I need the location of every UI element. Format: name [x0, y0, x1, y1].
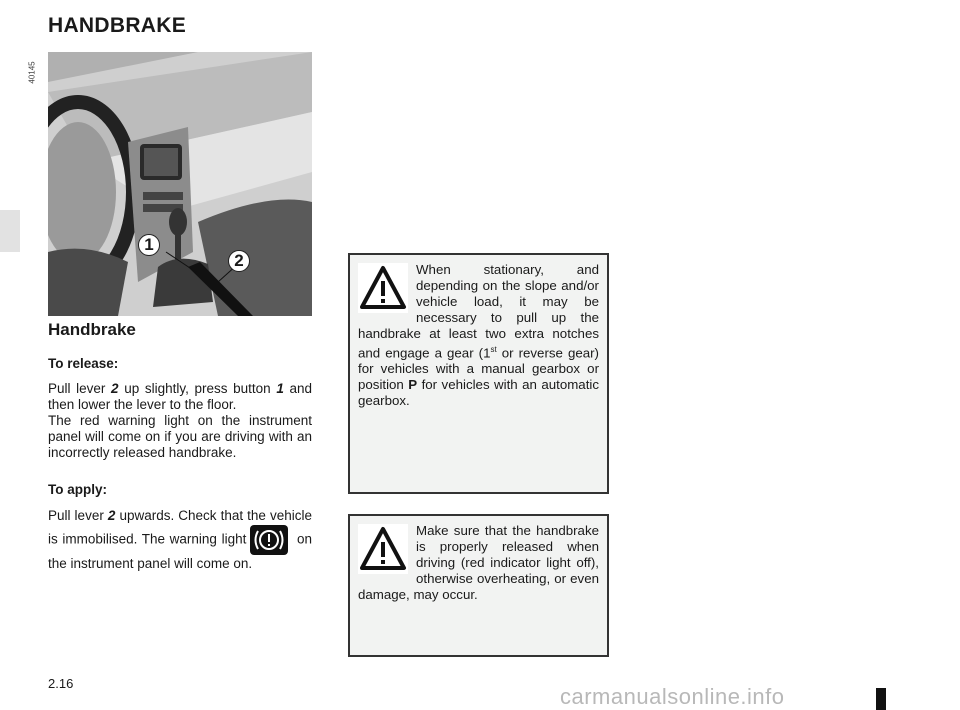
corner-mark — [876, 688, 886, 710]
page-number: 2.16 — [48, 676, 74, 691]
warning-triangle-icon — [358, 263, 408, 313]
callout-2: 2 — [228, 250, 250, 272]
apply-text: Pull lever 2 upwards. Check that the vehicle is immobilised. The warning light on the instrument panel will come on. — [48, 508, 312, 571]
callout-1: 1 — [138, 234, 160, 256]
handbrake-warning-light-icon — [250, 525, 288, 555]
warning-box-release: Make sure that the handbrake is properly released when driving (red indicator light off), otherwise overheating, or even damage, may occur. — [348, 514, 609, 657]
section-tab — [0, 210, 20, 252]
watermark: carmanualsonline.info — [560, 684, 785, 709]
section-heading: Handbrake — [48, 320, 136, 339]
apply-section — [48, 482, 312, 573]
warning-triangle-icon — [358, 524, 408, 574]
figure-id-label: 40145 — [27, 61, 37, 84]
release-section — [48, 356, 312, 461]
warning-box-stationary: When stationary, and depending on the slope and/or vehicle load, it may be necessary to pull up the handbrake at least two extra notches and engage a gear (1st or reverse gear) for vehicles with a manual gearbox or position P for vehicles with an automatic gearbox. — [348, 253, 609, 494]
handbrake-illustration — [48, 52, 312, 316]
release-heading: To release: — [48, 356, 119, 371]
release-text: Pull lever 2 up slightly, press button 1 and then lower the lever to the floor. — [48, 381, 312, 412]
release-warning-text: The red warning light on the instrument panel will come on if you are driving with an incorrectly released handbrake. — [48, 413, 312, 460]
apply-heading: To apply: — [48, 482, 107, 497]
page-title: HANDBRAKE — [48, 14, 187, 37]
